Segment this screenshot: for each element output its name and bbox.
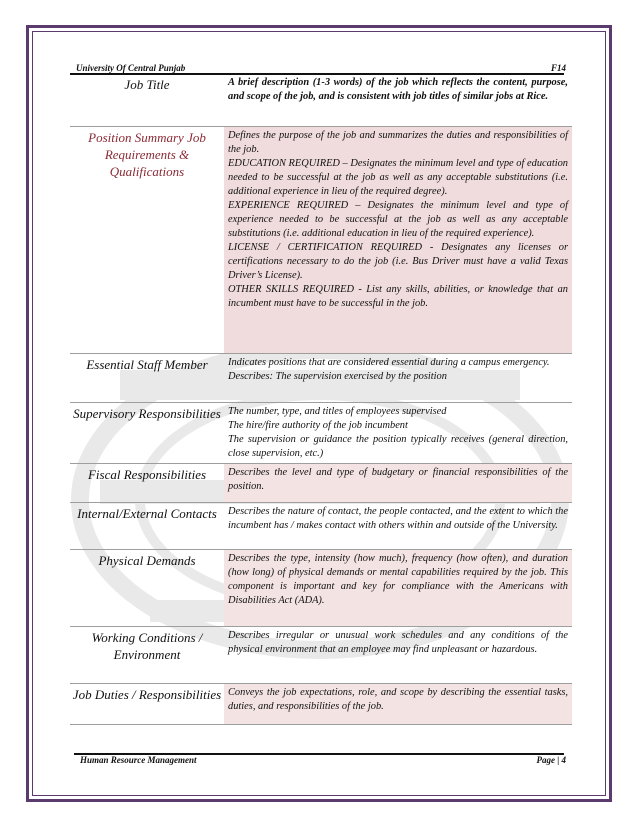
description-line: The supervision or guidance the position typically receives (general direction, close supervision, etc.) [228, 434, 568, 459]
row-description [224, 403, 572, 464]
table-row [70, 550, 572, 627]
row-description [224, 550, 572, 627]
description-line: The hire/fire authority of the job incumbent [228, 420, 408, 431]
row-term: Position Summary Job Requirements & Qualifications [70, 127, 224, 354]
table-row [70, 464, 572, 503]
row-description [224, 464, 572, 503]
row-term: Fiscal Responsibilities [70, 464, 224, 503]
row-description [224, 354, 572, 403]
table-row [70, 74, 572, 127]
description-line: Describes the type, intensity (how much), frequency (how often), and duration (how long) of physical demands or mental capabilities required by the job. This component is important and key for compliance with the Americans with Disabilities Act (ADA). [228, 553, 568, 606]
description-line: The number, type, and titles of employees supervised [228, 406, 447, 417]
running-footer [80, 755, 566, 769]
page-number-value: 4 [561, 755, 566, 765]
description-line: Indicates positions that are considered essential during a campus emergency. [228, 357, 550, 368]
table-row [70, 403, 572, 464]
footer-course-title: Human Resource Management [80, 755, 197, 765]
job-description-table [70, 74, 572, 725]
page-number [537, 755, 566, 765]
description-line: Describes the level and type of budgetary or financial responsibilities of the position. [228, 467, 568, 492]
description-line: A brief description (1-3 words) of the job which reflects the content, purpose, and scope of the job, and is consistent with job titles of similar jobs at Rice. [228, 77, 568, 102]
table-row [70, 627, 572, 684]
row-term: Working Conditions / Environment [70, 627, 224, 684]
row-term: Internal/External Contacts [70, 503, 224, 550]
description-line: Describes irregular or unusual work schedules and any conditions of the physical environment that an employee may find unpleasant or hazardous. [228, 630, 568, 655]
table-row [70, 127, 572, 354]
description-line: EXPERIENCE REQUIRED – Designates the minimum level and type of experience needed to be successful at the job as well as any acceptable substitutions (i.e. additional education in lieu of the required experience). [228, 200, 568, 239]
running-header [76, 59, 566, 73]
header-course-code: F14 [550, 63, 566, 73]
row-description [224, 684, 572, 725]
row-term: Essential Staff Member [70, 354, 224, 403]
row-term: Supervisory Responsibilities [70, 403, 224, 464]
description-line: Describes the nature of contact, the people contacted, and the extent to which the incumbent has / makes contact with others within and outside of the University. [228, 506, 568, 531]
description-line: LICENSE / CERTIFICATION REQUIRED - Designates any licenses or certifications necessary to do the job (i.e. Bus Driver must have a valid Texas Driver’s License). [228, 242, 568, 281]
page-label: Page [536, 755, 556, 765]
description-line: Defines the purpose of the job and summarizes the duties and responsibilities of the job. [228, 130, 568, 155]
description-line: Conveys the job expectations, role, and scope by describing the essential tasks, duties, and responsibilities of the job. [228, 687, 568, 712]
header-institution: University Of Central Punjab [76, 63, 186, 73]
row-term: Job Duties / Responsibilities [70, 684, 224, 725]
row-term: Physical Demands [70, 550, 224, 627]
row-description [224, 627, 572, 684]
table-row [70, 503, 572, 550]
page-separator: | [557, 755, 560, 765]
row-description [224, 74, 572, 127]
row-description [224, 503, 572, 550]
description-line: Describes: The supervision exercised by the position [228, 371, 447, 382]
table-row [70, 354, 572, 403]
description-line: OTHER SKILLS REQUIRED - List any skills, abilities, or knowledge that an incumbent must have to be successful in the job. [228, 284, 568, 309]
table-row [70, 684, 572, 725]
row-term: Job Title [70, 74, 224, 127]
description-line: EDUCATION REQUIRED – Designates the minimum level and type of education needed to be successful at the job as well as any acceptable substitutions (i.e. additional experience in lieu of the required degree). [228, 158, 568, 197]
row-description [224, 127, 572, 354]
